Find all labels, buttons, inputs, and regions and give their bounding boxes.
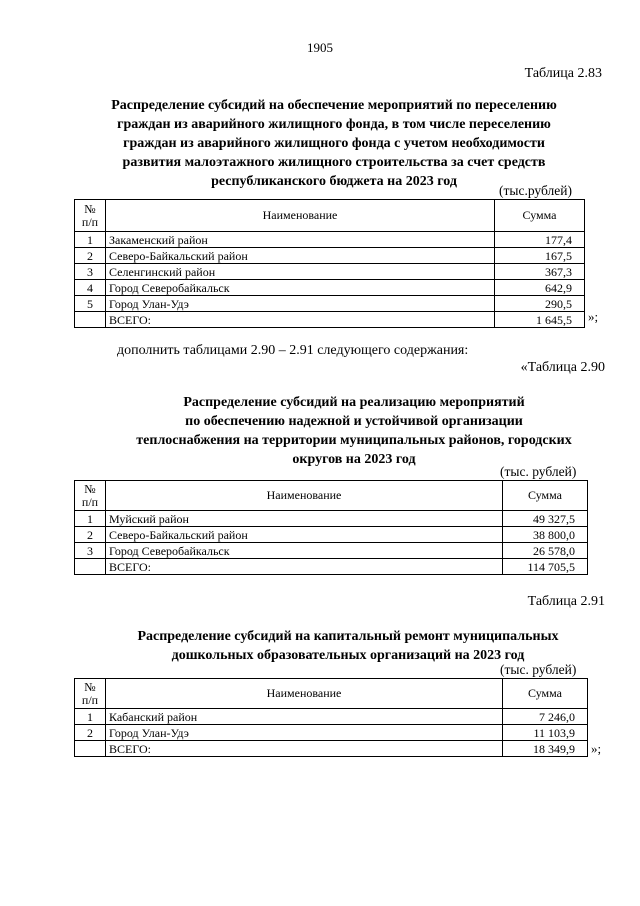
table-header-row: [75, 481, 588, 511]
row-sum: 38 800,0: [503, 527, 588, 543]
heading-line: дошкольных образовательных организаций на 2023 год: [171, 648, 525, 663]
table-header-row: [75, 679, 588, 709]
row-sum: 49 327,5: [503, 511, 588, 527]
heading-line: теплоснабжения на территории муниципальных районов, городских: [136, 433, 572, 448]
row-num: 1: [75, 232, 106, 248]
header-num: № п/п: [75, 200, 106, 232]
row-name: Муйский район: [106, 511, 503, 527]
quote-close-mark: »;: [588, 309, 599, 324]
row-name: Кабанский район: [106, 709, 503, 725]
table-row: [75, 709, 588, 725]
row-sum: 11 103,9: [503, 725, 588, 741]
heading-line: Распределение субсидий на реализацию мероприятий: [183, 395, 525, 410]
row-sum: 367,3: [495, 264, 585, 280]
table-2-91-label: Таблица 2.91: [527, 594, 605, 609]
table-row: [75, 527, 588, 543]
table-total-row: [75, 741, 588, 757]
table-2-90-heading: [80, 393, 628, 469]
row-sum: 642,9: [495, 280, 585, 296]
header-name: Наименование: [106, 200, 495, 232]
table-row: [75, 264, 585, 280]
row-name: Закаменский район: [106, 232, 495, 248]
table-2-90: [74, 480, 588, 575]
table-2-90-units: (тыс. рублей): [500, 464, 577, 479]
row-num: 3: [75, 543, 106, 559]
table-row: [75, 248, 585, 264]
table-2-90-label: «Таблица 2.90: [520, 360, 605, 375]
row-sum: 177,4: [495, 232, 585, 248]
row-name: Северо-Байкальский район: [106, 248, 495, 264]
intro-paragraph: дополнить таблицами 2.90 – 2.91 следующего содержания:: [117, 343, 469, 358]
total-sum: 18 349,9: [503, 741, 588, 757]
table-2-83: [74, 199, 585, 328]
table-2-91: [74, 678, 588, 757]
header-sum: Сумма: [503, 679, 588, 709]
total-label: ВСЕГО:: [106, 741, 503, 757]
table-header-row: [75, 200, 585, 232]
table-row: [75, 280, 585, 296]
table-row: [75, 725, 588, 741]
row-sum: 290,5: [495, 296, 585, 312]
quote-close-mark: »;: [591, 741, 602, 756]
table-2-83-units: (тыс.рублей): [499, 183, 572, 198]
heading-line: граждан из аварийного жилищного фонда, в том числе переселению: [117, 117, 551, 132]
row-sum: 167,5: [495, 248, 585, 264]
row-num: 2: [75, 725, 106, 741]
table-row: [75, 232, 585, 248]
row-num: [75, 559, 106, 575]
table-2-83-label: Таблица 2.83: [524, 66, 602, 81]
row-num: 4: [75, 280, 106, 296]
table-row: [75, 511, 588, 527]
table-row: [75, 296, 585, 312]
row-num: 1: [75, 511, 106, 527]
row-name: Город Северобайкальск: [106, 280, 495, 296]
row-name: Город Улан-Удэ: [106, 296, 495, 312]
heading-line: республиканского бюджета на 2023 год: [211, 174, 457, 189]
header-sum: Сумма: [495, 200, 585, 232]
row-sum: 26 578,0: [503, 543, 588, 559]
page-number: 1905: [307, 40, 333, 55]
row-num: 5: [75, 296, 106, 312]
total-label: ВСЕГО:: [106, 312, 495, 328]
heading-line: граждан из аварийного жилищного фонда с учетом необходимости: [123, 136, 545, 151]
row-name: Селенгинский район: [106, 264, 495, 280]
header-num: № п/п: [75, 481, 106, 511]
header-sum: Сумма: [503, 481, 588, 511]
row-num: [75, 312, 106, 328]
row-num: 2: [75, 527, 106, 543]
heading-line: развития малоэтажного жилищного строительства за счет средств: [122, 155, 546, 170]
row-name: Город Северобайкальск: [106, 543, 503, 559]
table-2-83-heading: [60, 96, 608, 191]
heading-line: Распределение субсидий на обеспечение мероприятий по переселению: [111, 98, 557, 113]
table-2-91-heading: [74, 627, 622, 665]
header-name: Наименование: [106, 481, 503, 511]
header-num: № п/п: [75, 679, 106, 709]
heading-line: по обеспечению надежной и устойчивой организации: [185, 414, 523, 429]
table-total-row: [75, 559, 588, 575]
table-2-91-units: (тыс. рублей): [500, 662, 577, 677]
row-num: 3: [75, 264, 106, 280]
header-name: Наименование: [106, 679, 503, 709]
row-sum: 7 246,0: [503, 709, 588, 725]
heading-line: Распределение субсидий на капитальный ремонт муниципальных: [137, 629, 559, 644]
table-total-row: [75, 312, 585, 328]
total-sum: 1 645,5: [495, 312, 585, 328]
total-sum: 114 705,5: [503, 559, 588, 575]
total-label: ВСЕГО:: [106, 559, 503, 575]
row-num: 1: [75, 709, 106, 725]
row-name: Город Улан-Удэ: [106, 725, 503, 741]
row-num: 2: [75, 248, 106, 264]
row-name: Северо-Байкальский район: [106, 527, 503, 543]
table-row: [75, 543, 588, 559]
heading-line: округов на 2023 год: [292, 452, 416, 467]
row-num: [75, 741, 106, 757]
